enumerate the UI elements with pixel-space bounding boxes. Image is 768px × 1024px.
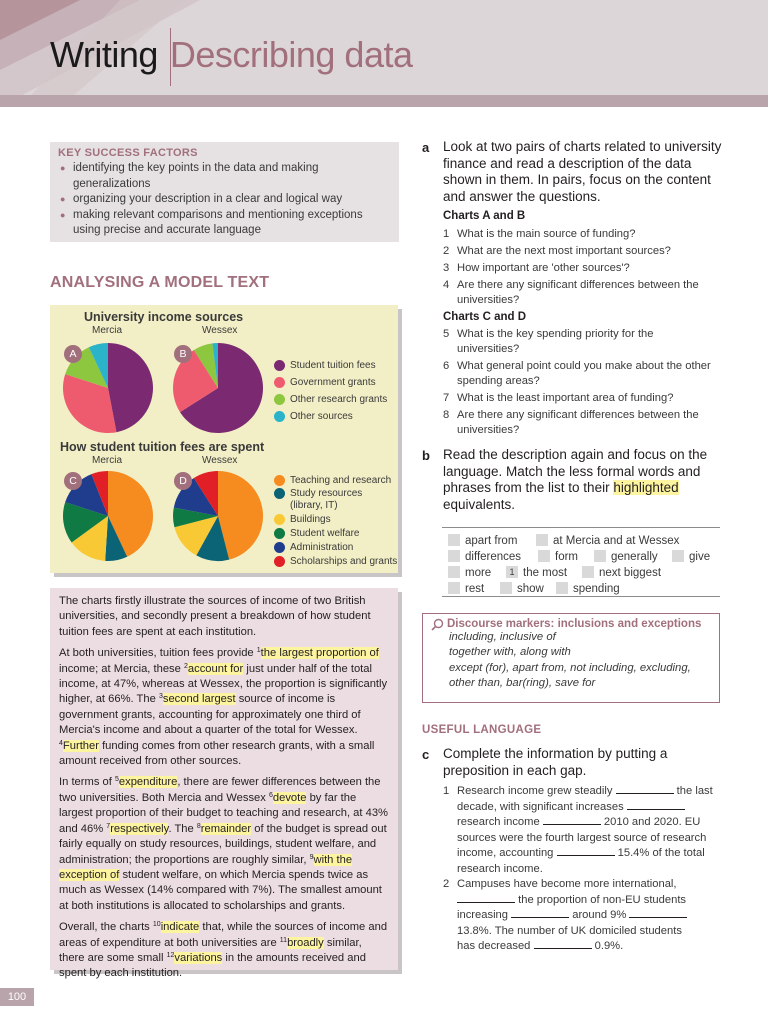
question-text: What is the least important area of funding?	[457, 392, 674, 404]
answer-box[interactable]	[594, 550, 606, 562]
title-writing: Writing	[50, 34, 158, 75]
section-heading: ANALYSING A MODEL TEXT	[50, 274, 270, 291]
word-item[interactable]	[556, 582, 620, 596]
discourse-line: including, inclusive of	[449, 631, 556, 643]
question-text: What are the next most important sources?	[457, 245, 671, 257]
highlight: devote	[272, 791, 307, 804]
word-text: give	[689, 551, 711, 563]
question-number: 7	[443, 392, 450, 404]
word-text: at Mercia and at Wessex	[553, 535, 680, 547]
question-number: 2	[443, 245, 450, 257]
text: that, while the sources of income and areas of expenditure at both universities are	[59, 921, 388, 949]
word-item[interactable]	[500, 582, 544, 596]
highlight: broadly	[287, 936, 324, 949]
ref-number: 6	[268, 791, 273, 799]
question-text: What general point could you make about the other spending areas?	[457, 360, 711, 387]
answer-gap[interactable]	[543, 815, 601, 825]
legend-label: Buildings	[290, 514, 331, 525]
text: equivalents.	[443, 496, 516, 512]
word-text: generally	[611, 551, 658, 563]
legend-label: Teaching and research	[290, 475, 392, 486]
legend-label: Other sources	[290, 411, 353, 422]
ksf-list	[58, 161, 391, 239]
text: source of income is government grants, accounting for approximately one third of Mercia's income and about a quarter of the total for Wessex.	[59, 693, 361, 737]
legend-other-research-grants	[274, 394, 387, 406]
task-a-question	[443, 327, 683, 357]
answer-box[interactable]	[538, 550, 550, 562]
discourse-markers-box	[422, 613, 720, 703]
word-item[interactable]	[448, 534, 517, 548]
ksf-item: ● making relevant comparisons and mentioning exceptions using precise and accurate language	[58, 208, 391, 239]
legend-buildings	[274, 514, 331, 526]
ref-number: 1	[256, 647, 261, 655]
title-text: Discourse markers: inclusions and exceptions	[447, 618, 702, 630]
legend-label: Student welfare	[290, 528, 360, 539]
model-paragraph-3	[59, 775, 389, 914]
task-a-subheading-ab: Charts A and B	[443, 210, 526, 222]
question-number: 8	[443, 409, 450, 421]
page-header	[0, 0, 768, 107]
ref-number: 7	[106, 822, 111, 830]
word-list-box	[442, 527, 720, 597]
highlight: expenditure	[118, 776, 178, 789]
answer-box[interactable]	[536, 534, 548, 546]
legend-administration	[274, 542, 353, 554]
text: funding comes from other research grants, with a small amount received from other sources.	[59, 739, 375, 768]
ref-number: 5	[114, 776, 119, 784]
question-text: Are there any significant differences between the universities?	[457, 409, 699, 436]
model-paragraph-1: The charts firstly illustrate the sources of income of two British universities, and secondly present a breakdown of how student tuition fees are spent at each institution.	[59, 595, 371, 638]
text: Campuses have become more international,	[457, 878, 677, 890]
legend-government-grants	[274, 377, 376, 389]
legend-student-tuition-fees	[274, 360, 376, 372]
task-c-letter: c	[422, 747, 430, 762]
ksf-item: ● organizing your description in a clear and logical way	[58, 192, 391, 208]
discourse-line: except (for), apart from, not including, excluding,	[449, 661, 691, 674]
text: 0.9%.	[594, 940, 624, 952]
text: of the budget is spread out fairly equally on study resources, buildings, student welfare, and administration; the proportions are roughly similar,	[59, 822, 387, 866]
answer-box[interactable]	[500, 582, 512, 594]
answer-gap[interactable]	[457, 893, 515, 903]
word-text: more	[465, 567, 492, 579]
legend-scholarships-and-grants	[274, 556, 397, 568]
task-c-item-2	[443, 877, 703, 955]
ref-number: 4	[59, 739, 63, 747]
text: . The	[168, 822, 197, 835]
question-text: What is the main source of funding?	[457, 228, 636, 240]
ksf-title: KEY SUCCESS FACTORS	[58, 147, 198, 159]
income-chart-title: University income sources	[84, 310, 244, 324]
text: Overall, the charts	[59, 921, 153, 934]
legend-student-welfare	[274, 528, 360, 540]
ref-number: 11	[279, 936, 288, 944]
legend-label: Student tuition fees	[290, 360, 376, 371]
chart-letter-d: D	[174, 472, 192, 490]
task-a-instructions: Look at two pairs of charts related to university finance and read a description of the data shown in them. In pairs, focus on the content and answer the questions.	[443, 139, 722, 204]
word-item[interactable]	[538, 550, 578, 564]
pie-slice-student-tuition-fees	[108, 343, 153, 432]
task-a-question	[443, 408, 728, 438]
task-b-instructions	[443, 447, 728, 513]
magnifier-icon	[431, 618, 444, 631]
highlight: variations	[174, 951, 223, 964]
text: the last decade, with significant increases	[457, 785, 713, 813]
legend-label: Administration	[290, 542, 354, 553]
legend-dot	[274, 360, 285, 371]
task-b-letter: b	[422, 448, 430, 463]
answer-box[interactable]	[448, 534, 460, 546]
ref-number: 2	[183, 662, 188, 670]
answer-box[interactable]	[672, 550, 684, 562]
ref-number: 12	[166, 951, 175, 959]
task-a-question	[443, 278, 723, 308]
discourse-line: together with, along with	[449, 646, 571, 659]
task-a-question	[443, 391, 723, 406]
ref-number: 3	[158, 693, 163, 701]
task-a-question	[443, 261, 723, 276]
highlight: indicate	[160, 921, 200, 934]
highlight: second largest	[162, 693, 236, 706]
text: 2010 and 2020. EU sources were the fourth largest source of research income, accounting	[457, 816, 707, 859]
question-number: 5	[443, 328, 450, 340]
text: income; at Mercia, these	[59, 662, 184, 675]
task-c-instructions: Complete the information by putting a preposition in each gap.	[443, 746, 668, 778]
legend-dot	[274, 411, 285, 422]
highlight: the largest proportion of	[260, 647, 379, 660]
text: At both universities, tuition fees provide	[59, 647, 257, 660]
word-text: show	[517, 583, 544, 595]
highlight: with the exception of	[59, 853, 353, 881]
spent-chart-title: How student tuition fees are spent	[60, 440, 265, 454]
question-number: 4	[443, 279, 450, 291]
useful-language-heading: USEFUL LANGUAGE	[422, 724, 542, 736]
legend-dot	[274, 528, 285, 539]
legend-dot	[274, 394, 285, 405]
ksf-item: ● identifying the key points in the data and making generalizations	[58, 161, 391, 192]
legend-dot	[274, 488, 285, 499]
answer-box[interactable]: 1	[506, 566, 518, 578]
answer-box[interactable]	[582, 566, 594, 578]
model-paragraph-4	[59, 920, 389, 982]
question-text: How important are 'other sources'?	[457, 262, 630, 274]
chart-letter-a: A	[64, 345, 82, 363]
word-text: form	[555, 551, 578, 563]
answer-box[interactable]	[556, 582, 568, 594]
task-a-letter: a	[422, 140, 430, 155]
key-success-factors-box	[50, 142, 399, 242]
task-a-subheading-cd: Charts C and D	[443, 311, 527, 323]
answer-box[interactable]	[448, 582, 460, 594]
word-item[interactable]	[536, 534, 679, 548]
item-number: 1	[443, 785, 450, 797]
word-item[interactable]	[448, 550, 521, 564]
word-item[interactable]	[594, 550, 658, 564]
word-text: differences	[465, 551, 522, 563]
task-c-item-1	[443, 784, 728, 877]
text: similar, there are some small	[59, 936, 362, 964]
ref-number: 10	[152, 921, 161, 929]
highlight: Further	[62, 739, 99, 752]
chart-letter-b: B	[174, 345, 192, 363]
legend-study-resources	[274, 488, 374, 512]
highlight: highlighted	[613, 480, 679, 495]
text: student welfare, on which Mercia spends twice as much as Wessex (14% compared with 7%). The smallest amount at both institutions is allocated to scholarships and grants.	[59, 868, 382, 912]
page-number: 100	[0, 988, 34, 1006]
legend-teaching-and-research	[274, 475, 391, 487]
legend-label: Scholarships and grants	[290, 556, 398, 567]
answer-gap[interactable]	[534, 939, 592, 949]
ref-number: 8	[196, 822, 201, 830]
legend-dot	[274, 377, 285, 388]
discourse-line: other than, bar(ring), save for	[449, 677, 596, 690]
text: the proportion of non-EU students increasing	[457, 893, 687, 921]
word-item[interactable]	[448, 582, 484, 596]
label-wessex: Wessex	[202, 455, 238, 466]
word-item[interactable]	[672, 550, 710, 564]
legend-label: Other research grants	[290, 394, 388, 405]
text: Read the description again and focus on the language. Match the less formal words and phrases from the list to their	[443, 447, 708, 495]
model-text-box	[50, 588, 398, 980]
question-number: 1	[443, 228, 450, 240]
question-number: 3	[443, 262, 450, 274]
word-item[interactable]	[582, 566, 661, 580]
legend-dot	[274, 556, 285, 567]
legend-label: Government grants	[290, 377, 376, 388]
header-bar	[0, 95, 768, 107]
text: Research income grew steadily	[457, 785, 613, 797]
model-paragraph-2	[59, 646, 389, 769]
word-text: rest	[465, 583, 485, 595]
answer-box[interactable]	[448, 550, 460, 562]
page-title	[50, 34, 413, 76]
answer-gap[interactable]	[629, 908, 687, 918]
task-a-question	[443, 227, 723, 242]
question-text: What is the key spending priority for the universities?	[457, 328, 654, 355]
text: in the amounts received and spent by each institution.	[59, 951, 366, 980]
text: , there are fewer differences between the two universities. Both Mercia and Wessex	[59, 776, 381, 804]
legend-label: Study resources (library, IT)	[290, 488, 363, 511]
question-text: Are there any significant differences between the universities?	[457, 279, 699, 306]
label-mercia: Mercia	[92, 325, 123, 336]
text: 13.8%. The number of UK domiciled students has decreased	[457, 924, 682, 952]
answer-gap[interactable]	[627, 800, 685, 810]
text: In terms of	[59, 776, 115, 789]
discourse-markers-title	[431, 618, 711, 630]
label-mercia: Mercia	[92, 455, 123, 466]
answer-gap[interactable]	[616, 784, 674, 794]
legend-dot	[274, 542, 285, 553]
task-a-question	[443, 359, 713, 389]
chart-panel	[50, 305, 398, 573]
text: just under half of the total income, at 47%, whereas at Wessex, the proportion is significantly higher, at 66%. The	[59, 662, 388, 706]
highlight: remainder	[200, 822, 252, 835]
text: 15.4% of the total research income.	[457, 847, 705, 875]
word-item[interactable]	[448, 566, 491, 580]
word-text: apart from	[465, 535, 518, 547]
highlight: respectively	[110, 822, 169, 835]
word-text: the most	[523, 567, 568, 579]
text: around 9%	[572, 909, 627, 921]
word-item[interactable]	[506, 566, 567, 580]
task-a-question	[443, 244, 723, 259]
legend-dot	[274, 514, 285, 525]
text: by far the largest proportion of their budget to teaching and research, at 43% and 46%	[59, 791, 388, 835]
chart-letter-c: C	[64, 472, 82, 490]
question-number: 6	[443, 360, 450, 372]
item-number: 2	[443, 878, 450, 890]
label-wessex: Wessex	[202, 325, 238, 336]
answer-gap[interactable]	[557, 846, 615, 856]
answer-gap[interactable]	[511, 908, 569, 918]
legend-other-sources	[274, 411, 353, 423]
highlight: account for	[187, 662, 244, 675]
word-text: next biggest	[599, 567, 662, 579]
text: research income	[457, 816, 540, 828]
title-describing-data: Describing data	[169, 34, 413, 75]
legend-dot	[274, 475, 285, 486]
ref-number: 9	[309, 853, 314, 861]
answer-box[interactable]	[448, 566, 460, 578]
word-text: spending	[573, 583, 620, 595]
